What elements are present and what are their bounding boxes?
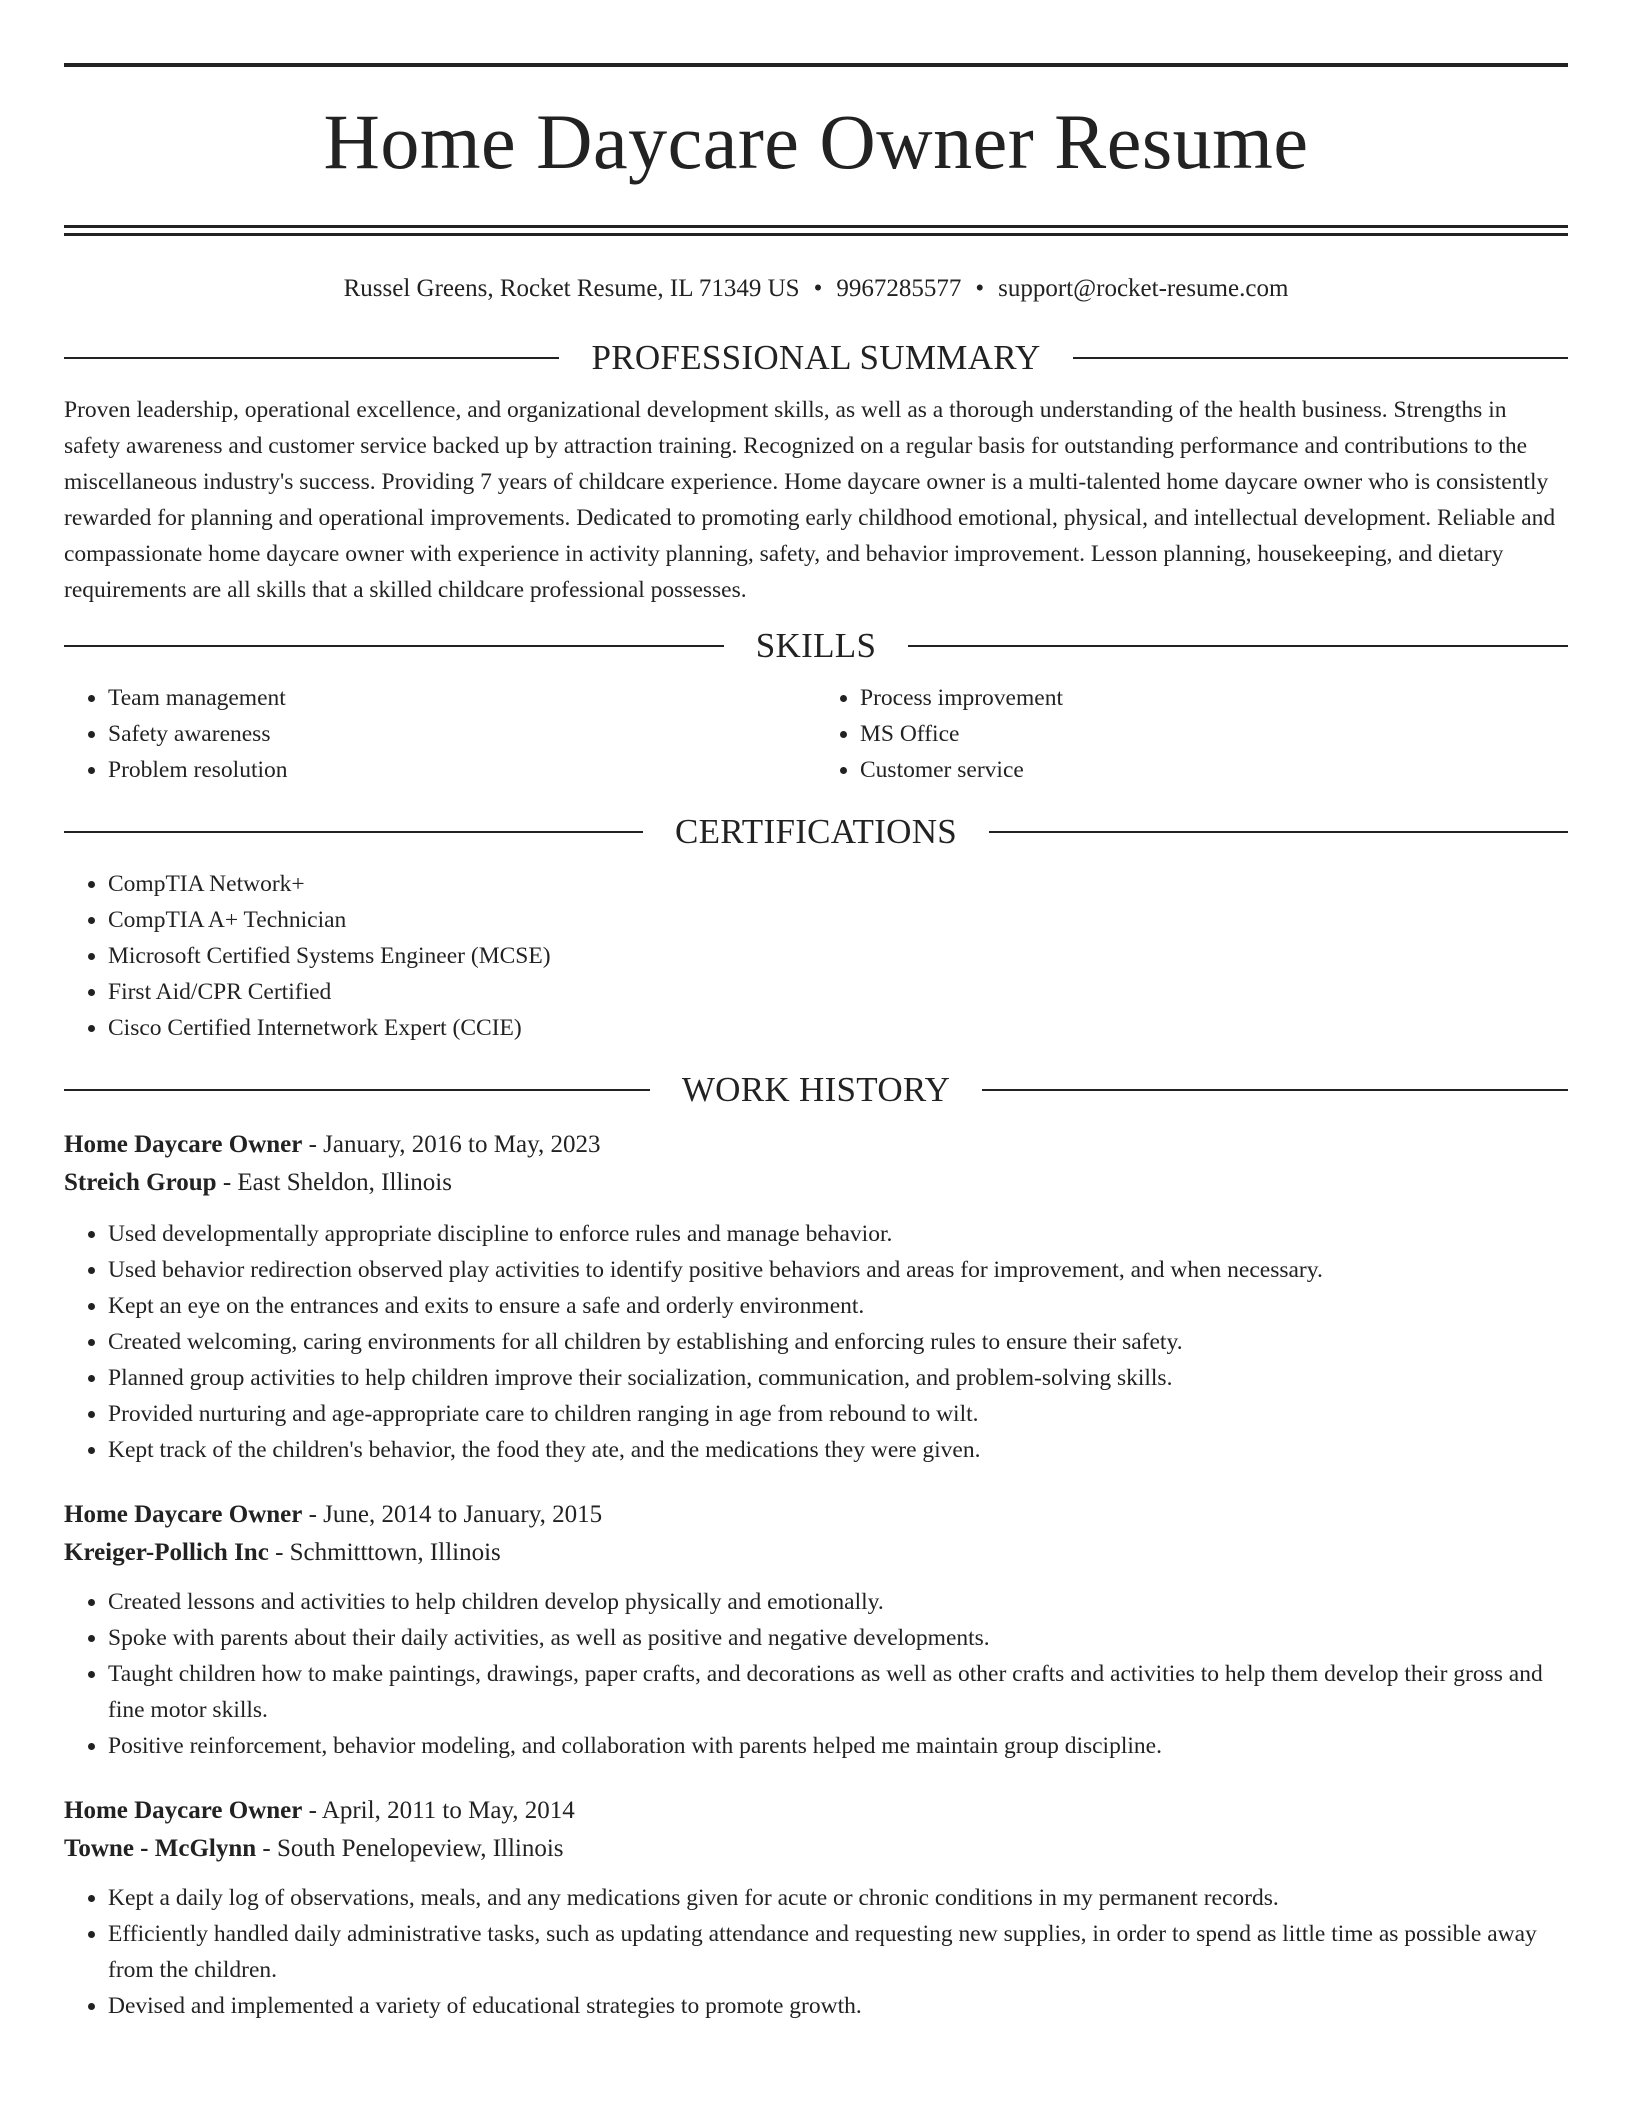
list-item: • Team management	[108, 680, 816, 716]
list-item: • Problem resolution	[108, 752, 816, 788]
list-item: • MS Office	[860, 716, 1568, 752]
list-item: • Positive reinforcement, behavior modeling, and collaboration with parents helped me maintain group discipline.	[108, 1728, 1568, 1764]
job-entry	[64, 1792, 1568, 2024]
job-company-line	[64, 1534, 1568, 1572]
list-item: • Microsoft Certified Systems Engineer (MCSE)	[108, 938, 1568, 974]
list-item: • Cisco Certified Internetwork Expert (CCIE)	[108, 1010, 1568, 1046]
heading-rule	[64, 357, 559, 359]
list-item: • Kept an eye on the entrances and exits to ensure a safe and orderly environment.	[108, 1288, 1568, 1324]
job-entry	[64, 1496, 1568, 1764]
list-item: • Planned group activities to help children improve their socialization, communication, and problem-solving skills.	[108, 1360, 1568, 1396]
list-item: • First Aid/CPR Certified	[108, 974, 1568, 1010]
job-bullets	[64, 1880, 1568, 2024]
job-dates: - June, 2014 to January, 2015	[302, 1501, 603, 1528]
job-location: - East Sheldon, Illinois	[216, 1169, 452, 1196]
skills-column-right	[816, 680, 1568, 788]
heading-rule	[908, 645, 1568, 647]
section-heading-work	[64, 1070, 1568, 1110]
job-title: Home Daycare Owner	[64, 1501, 303, 1528]
contact-separator: •	[975, 275, 985, 302]
list-item: • Customer service	[860, 752, 1568, 788]
resume-page	[64, 0, 1568, 2024]
heading-rule	[64, 645, 724, 647]
job-title: Home Daycare Owner	[64, 1797, 303, 1824]
heading-rule	[1073, 357, 1568, 359]
list-item: • Used developmentally appropriate discipline to enforce rules and manage behavior.	[108, 1216, 1568, 1252]
list-item: • Kept a daily log of observations, meals, and any medications given for acute or chronic conditions in my permanent records.	[108, 1880, 1568, 1916]
heading-rule	[989, 831, 1568, 833]
section-title: CERTIFICATIONS	[674, 812, 958, 851]
job-location: - Schmitttown, Illinois	[268, 1539, 501, 1566]
job-title-line	[64, 1792, 1568, 1830]
job-title: Home Daycare Owner	[64, 1131, 303, 1158]
job-location: - South Penelopeview, Illinois	[256, 1835, 564, 1862]
list-item: • Process improvement	[860, 680, 1568, 716]
job-company: Towne - McGlynn	[64, 1835, 257, 1862]
job-company-line	[64, 1830, 1568, 1868]
section-heading-skills	[64, 626, 1568, 666]
job-title-line	[64, 1126, 1568, 1164]
section-title: WORK HISTORY	[681, 1070, 951, 1109]
contact-email: support@rocket-resume.com	[998, 275, 1289, 302]
heading-rule	[64, 831, 643, 833]
certifications-list	[64, 866, 1568, 1046]
heading-rule	[982, 1089, 1568, 1091]
contact-line	[64, 272, 1568, 306]
contact-address: Russel Greens, Rocket Resume, IL 71349 US	[343, 275, 800, 302]
summary-text: Proven leadership, operational excellence, and organizational development skills, as well as a thorough understanding of the health business. Strengths in safety awareness and customer service backed up by attraction training. Recognized on a regular basis for outstanding performance and contributions to the miscellaneous industry's success. Providing 7 years of childcare experience. Home daycare owner is a multi-talented home daycare owner who is consistently rewarded for planning and operational improvements. Dedicated to promoting early childhood emotional, physical, and intellectual development. Reliable and compassionate home daycare owner with experience in activity planning, safety, and behavior improvement. Lesson planning, housekeeping, and dietary requirements are all skills that a skilled childcare professional possesses.	[64, 397, 1556, 603]
skills-list	[64, 680, 1568, 788]
job-dates: - January, 2016 to May, 2023	[302, 1131, 601, 1158]
list-item: • Spoke with parents about their daily activities, as well as positive and negative developments.	[108, 1620, 1568, 1656]
section-title: SKILLS	[755, 626, 877, 665]
list-item: • Taught children how to make paintings, drawings, paper crafts, and decorations as well as other crafts and activities to help them develop their gross and fine motor skills.	[108, 1656, 1568, 1728]
list-item: • Created welcoming, caring environments for all children by establishing and enforcing rules to ensure their safety.	[108, 1324, 1568, 1360]
list-item: • CompTIA A+ Technician	[108, 902, 1568, 938]
job-title-line	[64, 1496, 1568, 1534]
section-heading-certifications	[64, 812, 1568, 852]
list-item: • Safety awareness	[108, 716, 816, 752]
section-heading-summary	[64, 338, 1568, 378]
title-double-rule	[64, 225, 1568, 236]
job-company: Kreiger-Pollich Inc	[64, 1539, 269, 1566]
job-bullets	[64, 1216, 1568, 1468]
heading-rule	[64, 1089, 650, 1091]
top-rule	[64, 63, 1568, 67]
list-item: • CompTIA Network+	[108, 866, 1568, 902]
contact-separator: •	[813, 275, 823, 302]
list-item: • Created lessons and activities to help children develop physically and emotionally.	[108, 1584, 1568, 1620]
skills-column-left	[64, 680, 816, 788]
list-item: • Efficiently handled daily administrative tasks, such as updating attendance and requesting new supplies, in order to spend as little time as possible away from the children.	[108, 1916, 1568, 1988]
list-item: • Devised and implemented a variety of educational strategies to promote growth.	[108, 1988, 1568, 2024]
contact-phone: 9967285577	[836, 275, 962, 302]
job-company-line	[64, 1164, 1568, 1202]
job-dates: - April, 2011 to May, 2014	[302, 1797, 575, 1824]
job-bullets	[64, 1584, 1568, 1764]
job-company: Streich Group	[64, 1169, 217, 1196]
job-entry	[64, 1126, 1568, 1468]
page-title: Home Daycare Owner Resume	[323, 98, 1309, 185]
section-title: PROFESSIONAL SUMMARY	[591, 338, 1041, 377]
list-item: • Kept track of the children's behavior, the food they ate, and the medications they were given.	[108, 1432, 1568, 1468]
list-item: • Provided nurturing and age-appropriate care to children ranging in age from rebound to wilt.	[108, 1396, 1568, 1432]
list-item: • Used behavior redirection observed play activities to identify positive behaviors and areas for improvement, and when necessary.	[108, 1252, 1568, 1288]
